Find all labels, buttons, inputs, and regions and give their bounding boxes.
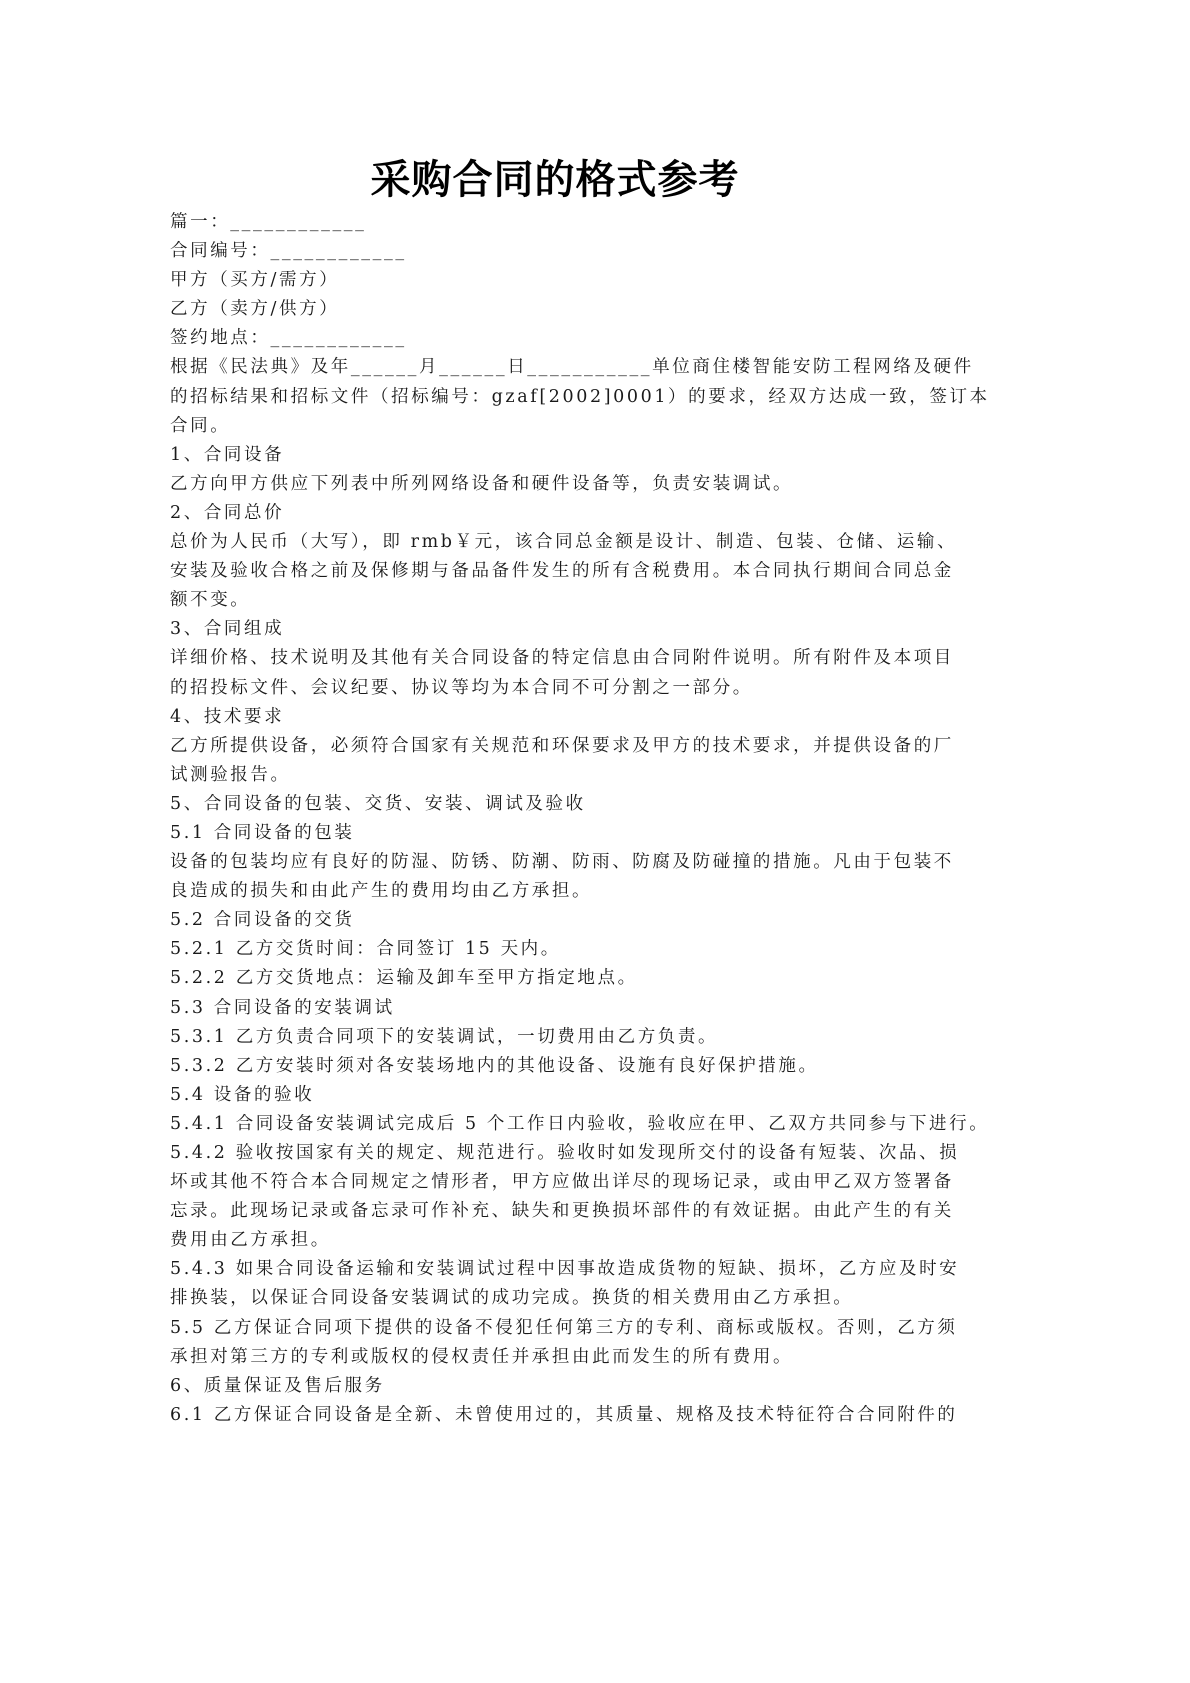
section-heading-4: 4、技术要求: [170, 706, 285, 727]
field-line-party-a: 甲方（买方/需方）: [170, 270, 340, 291]
section-heading-1: 1、合同设备: [170, 444, 285, 465]
section-heading-3: 3、合同组成: [170, 619, 285, 640]
clause-5-4-2: 5.4.2 验收按国家有关的规定、规范进行。验收时如发现所交付的设备有短装、次品、损: [170, 1143, 960, 1163]
clause-5-4-1: 5.4.1 合同设备安装调试完成后 5 个工作日内验收，验收应在甲、乙双方共同参与下进行。: [170, 1113, 990, 1134]
paragraph-line: 额不变。: [170, 590, 251, 611]
paragraph-line: 试测验报告。: [170, 764, 291, 785]
section-heading-2: 2、合同总价: [170, 502, 285, 523]
clause-6-1: 6.1 乙方保证合同设备是全新、未曾使用过的，其质量、规格及技术特征符合合同附件的: [170, 1404, 958, 1425]
clause-5-3-2: 5.3.2 乙方安装时须对各安装场地内的其他设备、设施有良好保护措施。: [170, 1055, 819, 1076]
field-line-part-number: 篇一：____________: [170, 212, 367, 232]
subsection-heading-5-4: 5.4 设备的验收: [170, 1084, 315, 1105]
clause-5-5: 5.5 乙方保证合同项下提供的设备不侵犯任何第三方的专利、商标或版权。否则，乙方须: [170, 1317, 958, 1338]
paragraph-line: 详细价格、技术说明及其他有关合同设备的特定信息由合同附件说明。所有附件及本项目: [170, 648, 954, 669]
paragraph-line: 根据《民法典》及年______月______日___________单位商住楼智能安防工程网络及硬件: [170, 357, 974, 378]
clause-5-3-1: 5.3.1 乙方负责合同项下的安装调试，一切费用由乙方负责。: [170, 1026, 719, 1047]
paragraph-line: 总价为人民币（大写），即 rmb￥元，该合同总金额是设计、制造、包装、仓储、运输、: [170, 532, 958, 553]
clause-5-2-2: 5.2.2 乙方交货地点：运输及卸车至甲方指定地点。: [170, 968, 638, 989]
paragraph-line: 费用由乙方承担。: [170, 1230, 331, 1251]
section-heading-5: 5、合同设备的包装、交货、安装、调试及验收: [170, 793, 586, 814]
paragraph-line: 合同。: [170, 415, 231, 436]
clause-5-4-3: 5.4.3 如果合同设备运输和安装调试过程中因事故造成货物的短缺、损坏，乙方应及时安: [170, 1259, 960, 1280]
paragraph-line: 乙方向甲方供应下列表中所列网络设备和硬件设备等，负责安装调试。: [170, 473, 794, 494]
document-title: 采购合同的格式参考: [370, 157, 740, 203]
paragraph-line: 排换装，以保证合同设备安装调试的成功完成。换货的相关费用由乙方承担。: [170, 1288, 854, 1309]
paragraph-line: 的招投标文件、会议纪要、协议等均为本合同不可分割之一部分。: [170, 677, 753, 698]
paragraph-line: 承担对第三方的专利或版权的侵权责任并承担由此而发生的所有费用。: [170, 1346, 794, 1367]
paragraph-line: 忘录。此现场记录或备忘录可作补充、缺失和更换损坏部件的有效证据。由此产生的有关: [170, 1201, 954, 1222]
field-line-signing-place: 签约地点：____________: [170, 328, 407, 349]
paragraph-line: 乙方所提供设备，必须符合国家有关规范和环保要求及甲方的技术要求，并提供设备的厂: [170, 735, 954, 756]
paragraph-line: 的招标结果和招标文件（招标编号：gzaf[2002]0001）的要求，经双方达成一致，签订本: [170, 386, 990, 407]
subsection-heading-5-3: 5.3 合同设备的安装调试: [170, 997, 395, 1018]
paragraph-line: 安装及验收合格之前及保修期与备品备件发生的所有含税费用。本合同执行期间合同总金: [170, 561, 954, 582]
subsection-heading-5-2: 5.2 合同设备的交货: [170, 910, 355, 931]
section-heading-6: 6、质量保证及售后服务: [170, 1375, 385, 1396]
document-body: [170, 208, 990, 1430]
clause-5-2-1: 5.2.1 乙方交货时间：合同签订 15 天内。: [170, 939, 561, 960]
field-line-party-b: 乙方（卖方/供方）: [170, 299, 340, 320]
paragraph-line: 良造成的损失和由此产生的费用均由乙方承担。: [170, 881, 593, 902]
paragraph-line: 设备的包装均应有良好的防湿、防锈、防潮、防雨、防腐及防碰撞的措施。凡由于包装不: [170, 852, 954, 873]
field-line-contract-number: 合同编号：____________: [170, 241, 407, 262]
subsection-heading-5-1: 5.1 合同设备的包装: [170, 822, 355, 843]
paragraph-line: 坏或其他不符合本合同规定之情形者，甲方应做出详尽的现场记录，或由甲乙双方签署备: [170, 1172, 954, 1193]
